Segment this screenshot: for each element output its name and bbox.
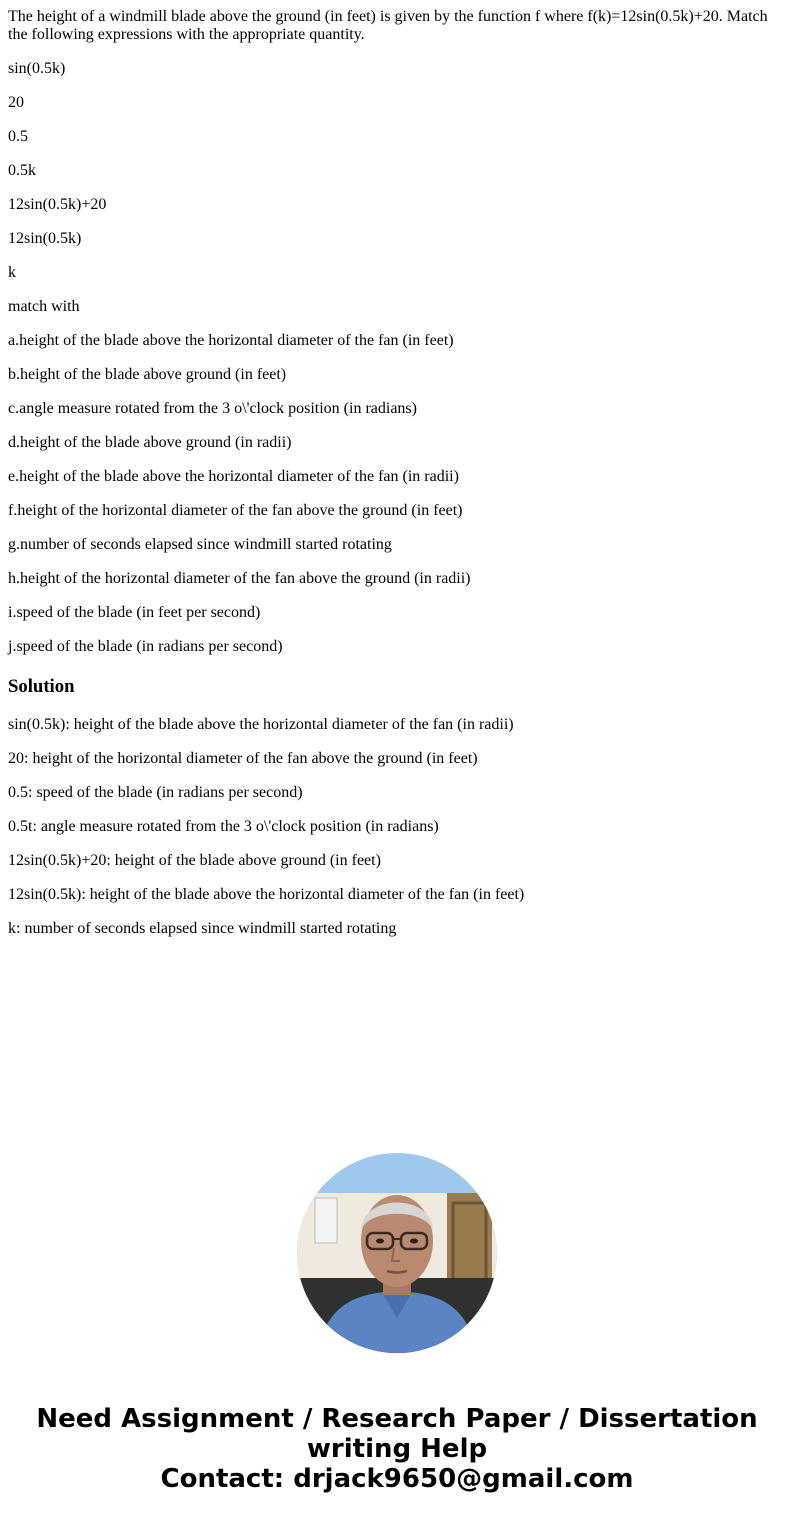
solution-line: 0.5: speed of the blade (in radians per second) [8, 784, 303, 801]
solution-line: 20: height of the horizontal diameter of the fan above the ground (in feet) [8, 750, 478, 767]
option-item: c.angle measure rotated from the 3 o\'clock position (in radians) [8, 400, 417, 417]
expression-item: 0.5 [8, 128, 28, 145]
expression-item: 12sin(0.5k)+20 [8, 196, 107, 213]
promo-contact: Contact: drjack9650@gmail.com [160, 1464, 634, 1494]
option-item: i.speed of the blade (in feet per second) [8, 604, 261, 621]
solution-heading: Solution [8, 676, 75, 697]
option-item: e.height of the blade above the horizontal diameter of the fan (in radii) [8, 468, 459, 485]
solution-line: k: number of seconds elapsed since windmill started rotating [8, 920, 397, 937]
expression-item: sin(0.5k) [8, 60, 66, 77]
promo-line-1: Need Assignment / Research Paper / Dissertation [36, 1404, 758, 1434]
solution-line: 12sin(0.5k)+20: height of the blade above ground (in feet) [8, 852, 381, 869]
author-portrait-image [297, 1153, 497, 1353]
solution-line: 0.5t: angle measure rotated from the 3 o\'clock position (in radians) [8, 818, 439, 835]
option-item: h.height of the horizontal diameter of the fan above the ground (in radii) [8, 570, 471, 587]
solution-line: sin(0.5k): height of the blade above the horizontal diameter of the fan (in radii) [8, 716, 514, 733]
option-item: g.number of seconds elapsed since windmill started rotating [8, 536, 392, 553]
author-avatar [297, 1153, 497, 1353]
question-text: The height of a windmill blade above the ground (in feet) is given by the function f where f(k)=12sin(0.5k)+20. Match the following expressions with the appropriate quantity. [8, 8, 768, 43]
expression-item: 20 [8, 94, 24, 111]
option-item: d.height of the blade above ground (in radii) [8, 434, 292, 451]
promo-banner [0, 1404, 794, 1494]
option-item: f.height of the horizontal diameter of the fan above the ground (in feet) [8, 502, 463, 519]
expression-item: k [8, 264, 16, 281]
solution-line: 12sin(0.5k): height of the blade above the horizontal diameter of the fan (in feet) [8, 886, 525, 903]
option-item: b.height of the blade above ground (in feet) [8, 366, 287, 383]
option-item: j.speed of the blade (in radians per second) [8, 638, 283, 655]
match-label: match with [8, 298, 80, 315]
option-item: a.height of the blade above the horizontal diameter of the fan (in feet) [8, 332, 454, 349]
expression-item: 0.5k [8, 162, 36, 179]
promo-line-2: writing Help [306, 1434, 488, 1464]
expression-item: 12sin(0.5k) [8, 230, 82, 247]
